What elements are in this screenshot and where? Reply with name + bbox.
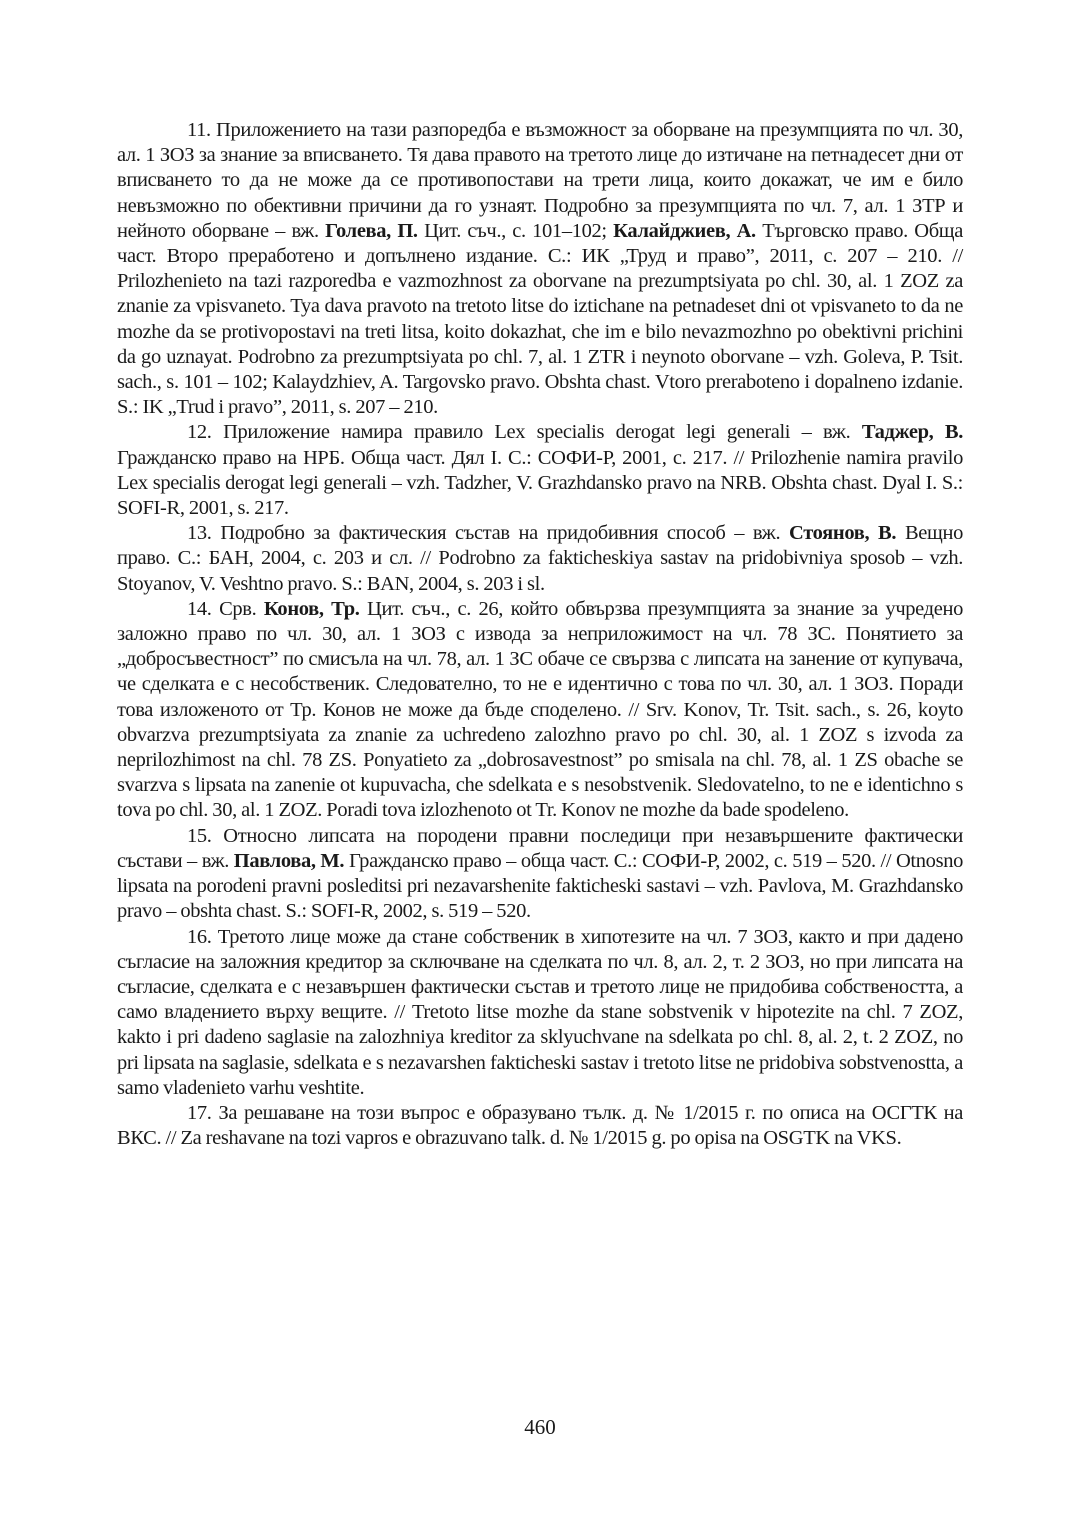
- author-name: Калайджиев, А.: [613, 219, 756, 242]
- footnote-17: 17. За решаване на този въпрос е образувано тълк. д. № 1/2015 г. по описа на ОСГТК на ВКС. // Za reshavane na tozi vapros e obrazuvano talk. d. № 1/2015 g. po opisa na OSGTK na VKS.: [117, 1101, 963, 1150]
- author-name: Стоянов, В.: [789, 522, 897, 545]
- author-name: Павлова, М.: [233, 849, 345, 872]
- author-name: Конов, Тр.: [263, 597, 360, 620]
- footnote-16: 16. Третото лице може да стане собственик в хипотезите на чл. 7 ЗОЗ, както и при дадено съгласие на заложния кредитор за сключване на сделката по чл. 8, ал. 2, т. 2 ЗОЗ, но при липсата на съгласие, сделката е с незавършен фактически състав и третото лице не придобива собствеността, а само владението върху вещите. // Tretoto litse mozhe da stane sobstvenik v hipotezite na chl. 7 ZOZ, kakto i pri dadeno saglasie na zalozhniya kreditor za sklyuchvane na sdelkata po chl. 8, al. 2, t. 2 ZOZ, no pri lipsata na saglasie, sdelkata e s nezavarshen fakticheski sastav i tretoto litse ne pridobiva sobstvenostta, a samo vladenieto varhu veshtite.: [117, 925, 963, 1099]
- footnotes-body: [117, 118, 963, 1151]
- footnote-11: 11. Приложението на тази разпоредба е възможност за оборване на презумпцията по чл. 30, ал. 1 ЗОЗ за знание за вписването. Тя дава правото на третото лице до изтичане на петнадесет дни от вписването то да не може да се противопостави на трети лица, които докажат, че им е било невъзможно по обективни причини да го узнаят. Подробно за презумпцията по чл. 7, ал. 1 ЗТР и нейното оборване – вж. Голева, П. Цит. съч., с. 101–102; Калайджиев, А. Търговско право. Обща част. Второ преработено и допълнено издание. С.: ИК „Труд и право”, 2011, с. 207 – 210. // Prilozhenieto na tazi razporedba e vazmozhnost za oborvane na prezumptsiyata po chl. 30, al. 1 ZOZ za znanie za vpisvaneto. Tya dava pravoto na tretoto litse do iztichane na petnadeset dni ot vpisvaneto to da ne mozhe da se protivopostavi na treti litsa, koito dokazhat, che im e bilo nevazmozhno po obektivni prichini da go uznayat. Podrobno za prezumptsiyata po chl. 7, al. 1 ZTR i neynoto oborvane – vzh. Goleva, P. Tsit. sach., s. 101 – 102; Kalaydzhiev, A. Targovsko pravo. Obshta chast. Vtoro preraboteno i dopalneno izdanie. S.: IK „Trud i pravo”, 2011, s. 207 – 210.: [117, 119, 963, 419]
- author-name: Голева, П.: [325, 219, 418, 242]
- footnote-12: 12. Приложение намира правило Lex specialis derogat legi generali – вж. Таджер, В. Гражданско право на НРБ. Обща част. Дял I. С.: СОФИ-Р, 2001, с. 217. // Prilozhenie namira pravilo Lex specialis derogat legi generali – vzh. Tadzher, V. Grazhdansko pravo na NRB. Obshta chast. Dyal I. S.: SOFI-R, 2001, s. 217.: [117, 421, 963, 520]
- page-number: 460: [524, 1415, 556, 1439]
- footnote-14: 14. Срв. Конов, Тр. Цит. съч., с. 26, който обвързва презумпцията за знание за учредено заложно право по чл. 30, ал. 1 ЗОЗ с извода за неприложимост на чл. 78 ЗС. Понятието за „добросъвестност” по смисъла на чл. 78, ал. 1 ЗС обаче се свързва с липсата на занение от купувача, че сделката е с несобственик. Следователно, то не е идентично с това по чл. 30, ал. 1 ЗОЗ. Поради това изложеното от Тр. Конов не може да бъде споделено. // Srv. Konov, Tr. Tsit. sach., s. 26, koyto obvarzva prezumptsiyata za znanie za uchredeno zalozhno pravo po chl. 30, al. 1 ZOZ s izvoda za neprilozhimost na chl. 78 ZS. Ponyatieto za „dobrosavestnost” po smisala na chl. 78, al. 1 ZS obache se svarzva s lipsata na zanenie ot kupuvacha, che sdelkata e s nesobstvenik. Sledovatelno, to ne e identichno s tova po chl. 30, al. 1 ZOZ. Poradi tova izlozhenoto ot Tr. Konov ne mozhe da bade spodeleno.: [117, 597, 964, 822]
- footnote-13: 13. Подробно за фактическия състав на придобивния способ – вж. Стоянов, В. Вещно право. С.: БАН, 2004, с. 203 и сл. // Podrobno za fakticheskiya sastav na pridobivniya sposob – vzh. Stoyanov, V. Veshtno pravo. S.: BAN, 2004, s. 203 i sl.: [117, 522, 963, 595]
- footnote-15: 15. Относно липсата на породени правни последици при незавършените фактически състави – вж. Павлова, М. Гражданско право – обща част. С.: СОФИ-Р, 2002, с. 519 – 520. // Otnosno lipsata na porodeni pravni posleditsi pri nezavarshenite fakticheski sastavi – vzh. Pavlova, M. Grazhdansko pravo – obshta chast. S.: SOFI-R, 2002, s. 519 – 520.: [117, 824, 964, 923]
- author-name: Таджер, В.: [861, 421, 963, 444]
